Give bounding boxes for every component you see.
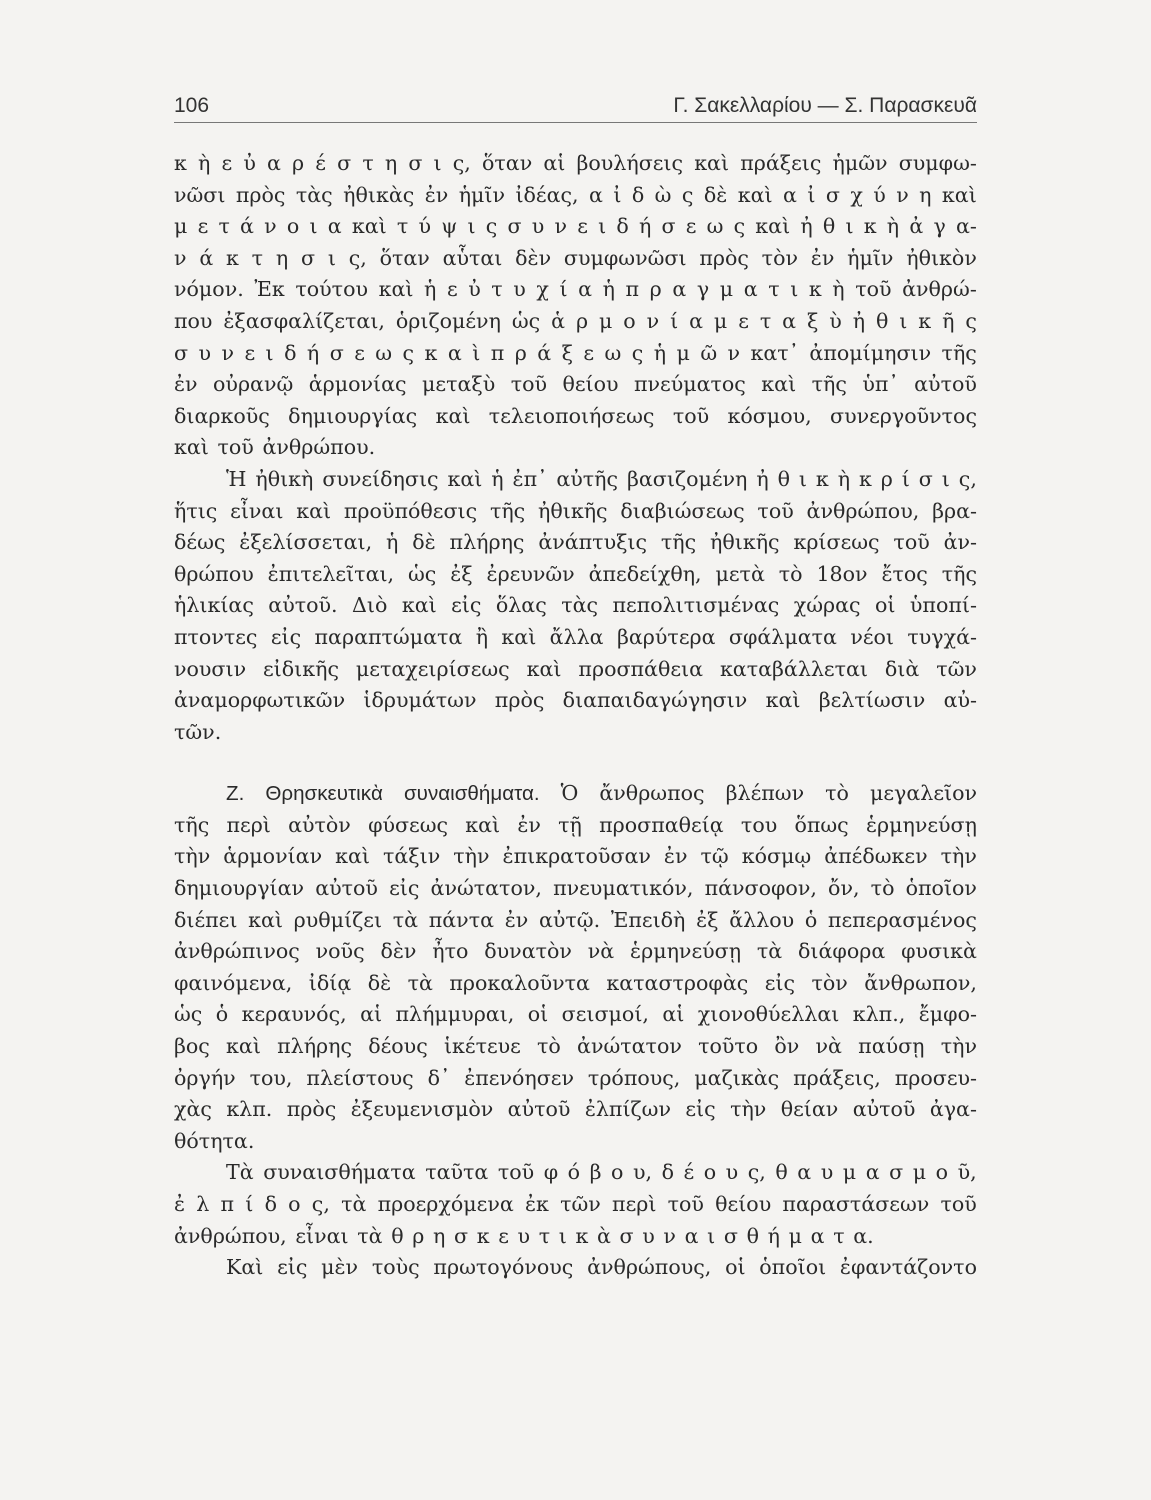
text-line: Καὶ εἰς μὲν τοὺς πρωτογόνους ἀνθρώπους, οἱ ὁποῖοι ἐφαντάζοντο [226, 1255, 977, 1280]
text-line: νουσιν εἰδικῆς μεταχειρίσεως καὶ προσπάθεια καταβάλλεται διὰ τῶν [174, 656, 977, 681]
running-header [174, 84, 977, 123]
text-line: νόμον. Ἐκ τούτου καὶ ἡ ε ὐ τ υ χ ί α ἡ π ρ α γ μ α τ ι κ ὴ τοῦ ἀνθρώ- [174, 277, 977, 302]
text-line: καὶ τοῦ ἀνθρώπου. [174, 435, 376, 460]
text-line: δέως ἐξελίσσεται, ἡ δὲ πλήρης ἀνάπτυξις τῆς ἠθικῆς κρίσεως τοῦ ἀν- [174, 530, 977, 555]
text-line: Ζ. Θρησκευτικὰ συναισθήματα. Ὁ ἄνθρωπος βλέπων τὸ μεγαλεῖον [226, 781, 977, 806]
text-line: ἀνθρώπινος νοῦς δὲν ἦτο δυνατὸν νὰ ἑρμηνεύσῃ τὰ διάφορα φυσικὰ [174, 939, 977, 964]
text-line: χὰς κλπ. πρὸς ἐξευμενισμὸν αὐτοῦ ἐλπίζων εἰς τὴν θείαν αὐτοῦ ἀγα- [174, 1097, 977, 1122]
text-line: δημιουργίαν αὐτοῦ εἰς ἀνώτατον, πνευματικόν, πάνσοφον, ὄν, τὸ ὁποῖον [174, 876, 977, 901]
body-text [174, 148, 977, 1284]
text-line: Τὰ συναισθήματα ταῦτα τοῦ φ ό β ο υ, δ έ ο υ ς, θ α υ μ α σ μ ο ῦ, [226, 1160, 977, 1185]
text-line: ὡς ὁ κεραυνός, αἱ πλήμμυραι, οἱ σεισμοί, αἱ χιονοθύελλαι κλπ., ἔμφο- [174, 1002, 977, 1027]
text-line: θότητα. [174, 1128, 255, 1153]
text-line: ὀργήν του, πλείστους δ᾽ ἐπενόησεν τρόπους, μαζικὰς πράξεις, προσευ- [174, 1065, 977, 1090]
text-line: διέπει καὶ ρυθμίζει τὰ πάντα ἐν αὐτῷ. Ἐπειδὴ ἐξ ἄλλου ὁ πεπερασμένος [174, 907, 977, 932]
text-line: βος καὶ πλήρης δέους ἱκέτευε τὸ ἀνώτατον τοῦτο ὂν νὰ παύσῃ τὴν [174, 1034, 977, 1059]
text-line: ἡλικίας αὐτοῦ. Διὸ καὶ εἰς ὅλας τὰς πεπολιτισμένας χώρας οἱ ὑποπί- [174, 593, 977, 618]
text-line: κ ὴ ε ὐ α ρ έ σ τ η σ ι ς, ὅταν αἱ βουλήσεις καὶ πράξεις ἡμῶν συμφω- [174, 151, 977, 175]
text-line: ἐν οὐρανῷ ἁρμονίας μεταξὺ τοῦ θείου πνεύματος καὶ τῆς ὑπ᾽ αὐτοῦ [174, 372, 977, 397]
text-line: που ἐξασφαλίζεται, ὁριζομένη ὡς ἁ ρ μ ο ν ί α μ ε τ α ξ ὺ ἠ θ ι κ ῆ ς [174, 308, 977, 333]
text-line: πτοντες εἰς παραπτώματα ἢ καὶ ἄλλα βαρύτερα σφάλματα νέοι τυγχά- [174, 624, 977, 649]
text-line: φαινόμενα, ἰδίᾳ δὲ τὰ προκαλοῦντα καταστροφὰς εἰς τὸν ἄνθρωπον, [174, 970, 977, 995]
page-number: 106 [174, 94, 210, 117]
running-title: Γ. Σακελλαρίου — Σ. Παρασκευᾶ [673, 94, 977, 117]
text-line: σ υ ν ε ι δ ή σ ε ω ς κ α ὶ π ρ ά ξ ε ω ς ἡ μ ῶ ν κατ᾽ ἀπομίμησιν τῆς [174, 340, 977, 365]
text-line: διαρκοῦς δημιουργίας καὶ τελειοποιήσεως τοῦ κόσμου, συνεργοῦντος [174, 403, 977, 428]
text-line: νῶσι πρὸς τὰς ἠθικὰς ἐν ἡμῖν ἰδέας, α ἰ δ ὼ ς δὲ καὶ α ἰ σ χ ύ ν η καὶ [174, 182, 977, 207]
text-line: τὴν ἁρμονίαν καὶ τάξιν τὴν ἐπικρατοῦσαν ἐν τῷ κόσμῳ ἀπέδωκεν τὴν [174, 844, 977, 869]
text-line: ἥτις εἶναι καὶ προϋπόθεσις τῆς ἠθικῆς διαβιώσεως τοῦ ἀνθρώπου, βρα- [174, 498, 977, 523]
text-line: ἀναμορφωτικῶν ἱδρυμάτων πρὸς διαπαιδαγώγησιν καὶ βελτίωσιν αὐ- [174, 688, 977, 713]
text-line: Ἡ ἠθικὴ συνείδησις καὶ ἡ ἐπ᾽ αὐτῆς βασιζομένη ἠ θ ι κ ὴ κ ρ ί σ ι ς, [226, 466, 977, 491]
text-line: ἀνθρώπου, εἶναι τὰ θ ρ η σ κ ε υ τ ι κ ὰ σ υ ν α ι σ θ ή μ α τ α. [174, 1223, 874, 1248]
text-line: ἐ λ π ί δ ο ς, τὰ προερχόμενα ἐκ τῶν περὶ τοῦ θείου παραστάσεων τοῦ [174, 1192, 977, 1216]
text-line: τῆς περὶ αὐτὸν φύσεως καὶ ἐν τῇ προσπαθείᾳ του ὅπως ἑρμηνεύσῃ [174, 812, 977, 837]
text-line: τῶν. [174, 719, 222, 744]
text-line: μ ε τ ά ν ο ι α καὶ τ ύ ψ ι ς σ υ ν ε ι δ ή σ ε ω ς καὶ ἠ θ ι κ ὴ ἀ γ α- [174, 214, 977, 239]
text-line: ν ά κ τ η σ ι ς, ὅταν αὗται δὲν συμφωνῶσι πρὸς τὸν ἐν ἡμῖν ἠθικὸν [174, 245, 977, 270]
text-line: θρώπου ἐπιτελεῖται, ὡς ἐξ ἐρευνῶν ἀπεδείχθη, μετὰ τὸ 18ον ἔτος τῆς [174, 561, 977, 586]
